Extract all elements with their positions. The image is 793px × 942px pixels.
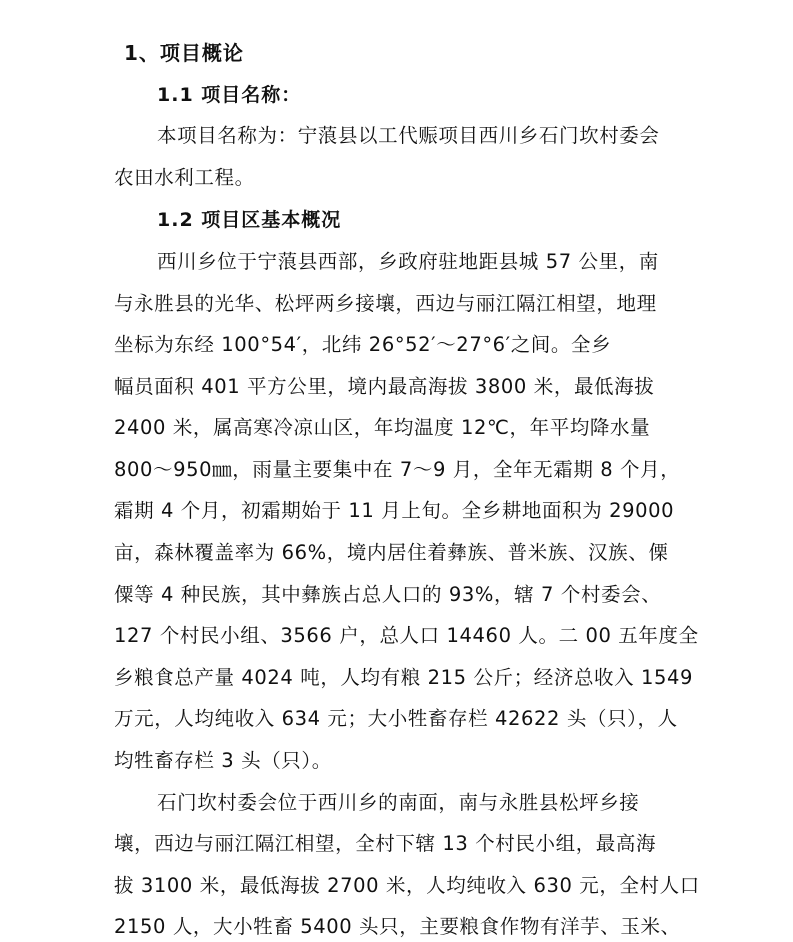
paragraph-line: 霜期 4 个月，初霜期始于 11 月上旬。全乡耕地面积为 29000 bbox=[114, 499, 675, 522]
paragraph-line: 僳等 4 种民族，其中彝族占总人口的 93%，辖 7 个村委会、 bbox=[114, 583, 662, 606]
project-name-line: 本项目名称为：宁蒗县以工代赈项目西川乡石门坎村委会 bbox=[157, 124, 660, 147]
paragraph-line: 乡粮食总产量 4024 吨，人均有粮 215 公斤；经济总收入 1549 bbox=[114, 666, 694, 689]
section-heading-1-2: 1.2 项目区基本概况 bbox=[157, 209, 342, 231]
paragraph-line: 壤，西边与丽江隔江相望，全村下辖 13 个村民小组，最高海 bbox=[114, 832, 657, 855]
paragraph-line: 石门坎村委会位于西川乡的南面，南与永胜县松坪乡接 bbox=[157, 791, 640, 814]
paragraph-line: 亩，森林覆盖率为 66%，境内居住着彝族、普米族、汉族、傈 bbox=[114, 541, 669, 564]
paragraph-line: 幅员面积 401 平方公里，境内最高海拔 3800 米，最低海拔 bbox=[114, 375, 655, 398]
paragraph-line: 与永胜县的光华、松坪两乡接壤，西边与丽江隔江相望，地理 bbox=[114, 292, 657, 315]
paragraph-line: 坐标为东经 100°54′，北纬 26°52′～27°6′之间。全乡 bbox=[114, 333, 612, 356]
paragraph-line: 2150 人，大小牲畜 5400 头只，主要粮食作物有洋芋、玉米、 bbox=[114, 915, 681, 938]
paragraph-line: 800～950㎜，雨量主要集中在 7～9 月，全年无霜期 8 个月， bbox=[114, 458, 681, 481]
project-name-line: 农田水利工程。 bbox=[114, 166, 255, 189]
paragraph-line: 均牲畜存栏 3 头（只）。 bbox=[114, 749, 332, 772]
paragraph-line: 拔 3100 米，最低海拔 2700 米，人均纯收入 630 元，全村人口 bbox=[114, 874, 700, 897]
section-heading-1-1: 1.1 项目名称： bbox=[157, 84, 302, 106]
paragraph-line: 2400 米，属高寒冷凉山区，年均温度 12℃，年平均降水量 bbox=[114, 416, 651, 439]
paragraph-line: 万元，人均纯收入 634 元；大小牲畜存栏 42622 头（只），人 bbox=[114, 707, 678, 730]
section-heading-1: 1、项目概论 bbox=[124, 41, 244, 65]
paragraph-line: 127 个村民小组、3566 户，总人口 14460 人。二 00 五年度全 bbox=[114, 624, 699, 647]
paragraph-line: 西川乡位于宁蒗县西部，乡政府驻地距县城 57 公里，南 bbox=[157, 250, 659, 273]
